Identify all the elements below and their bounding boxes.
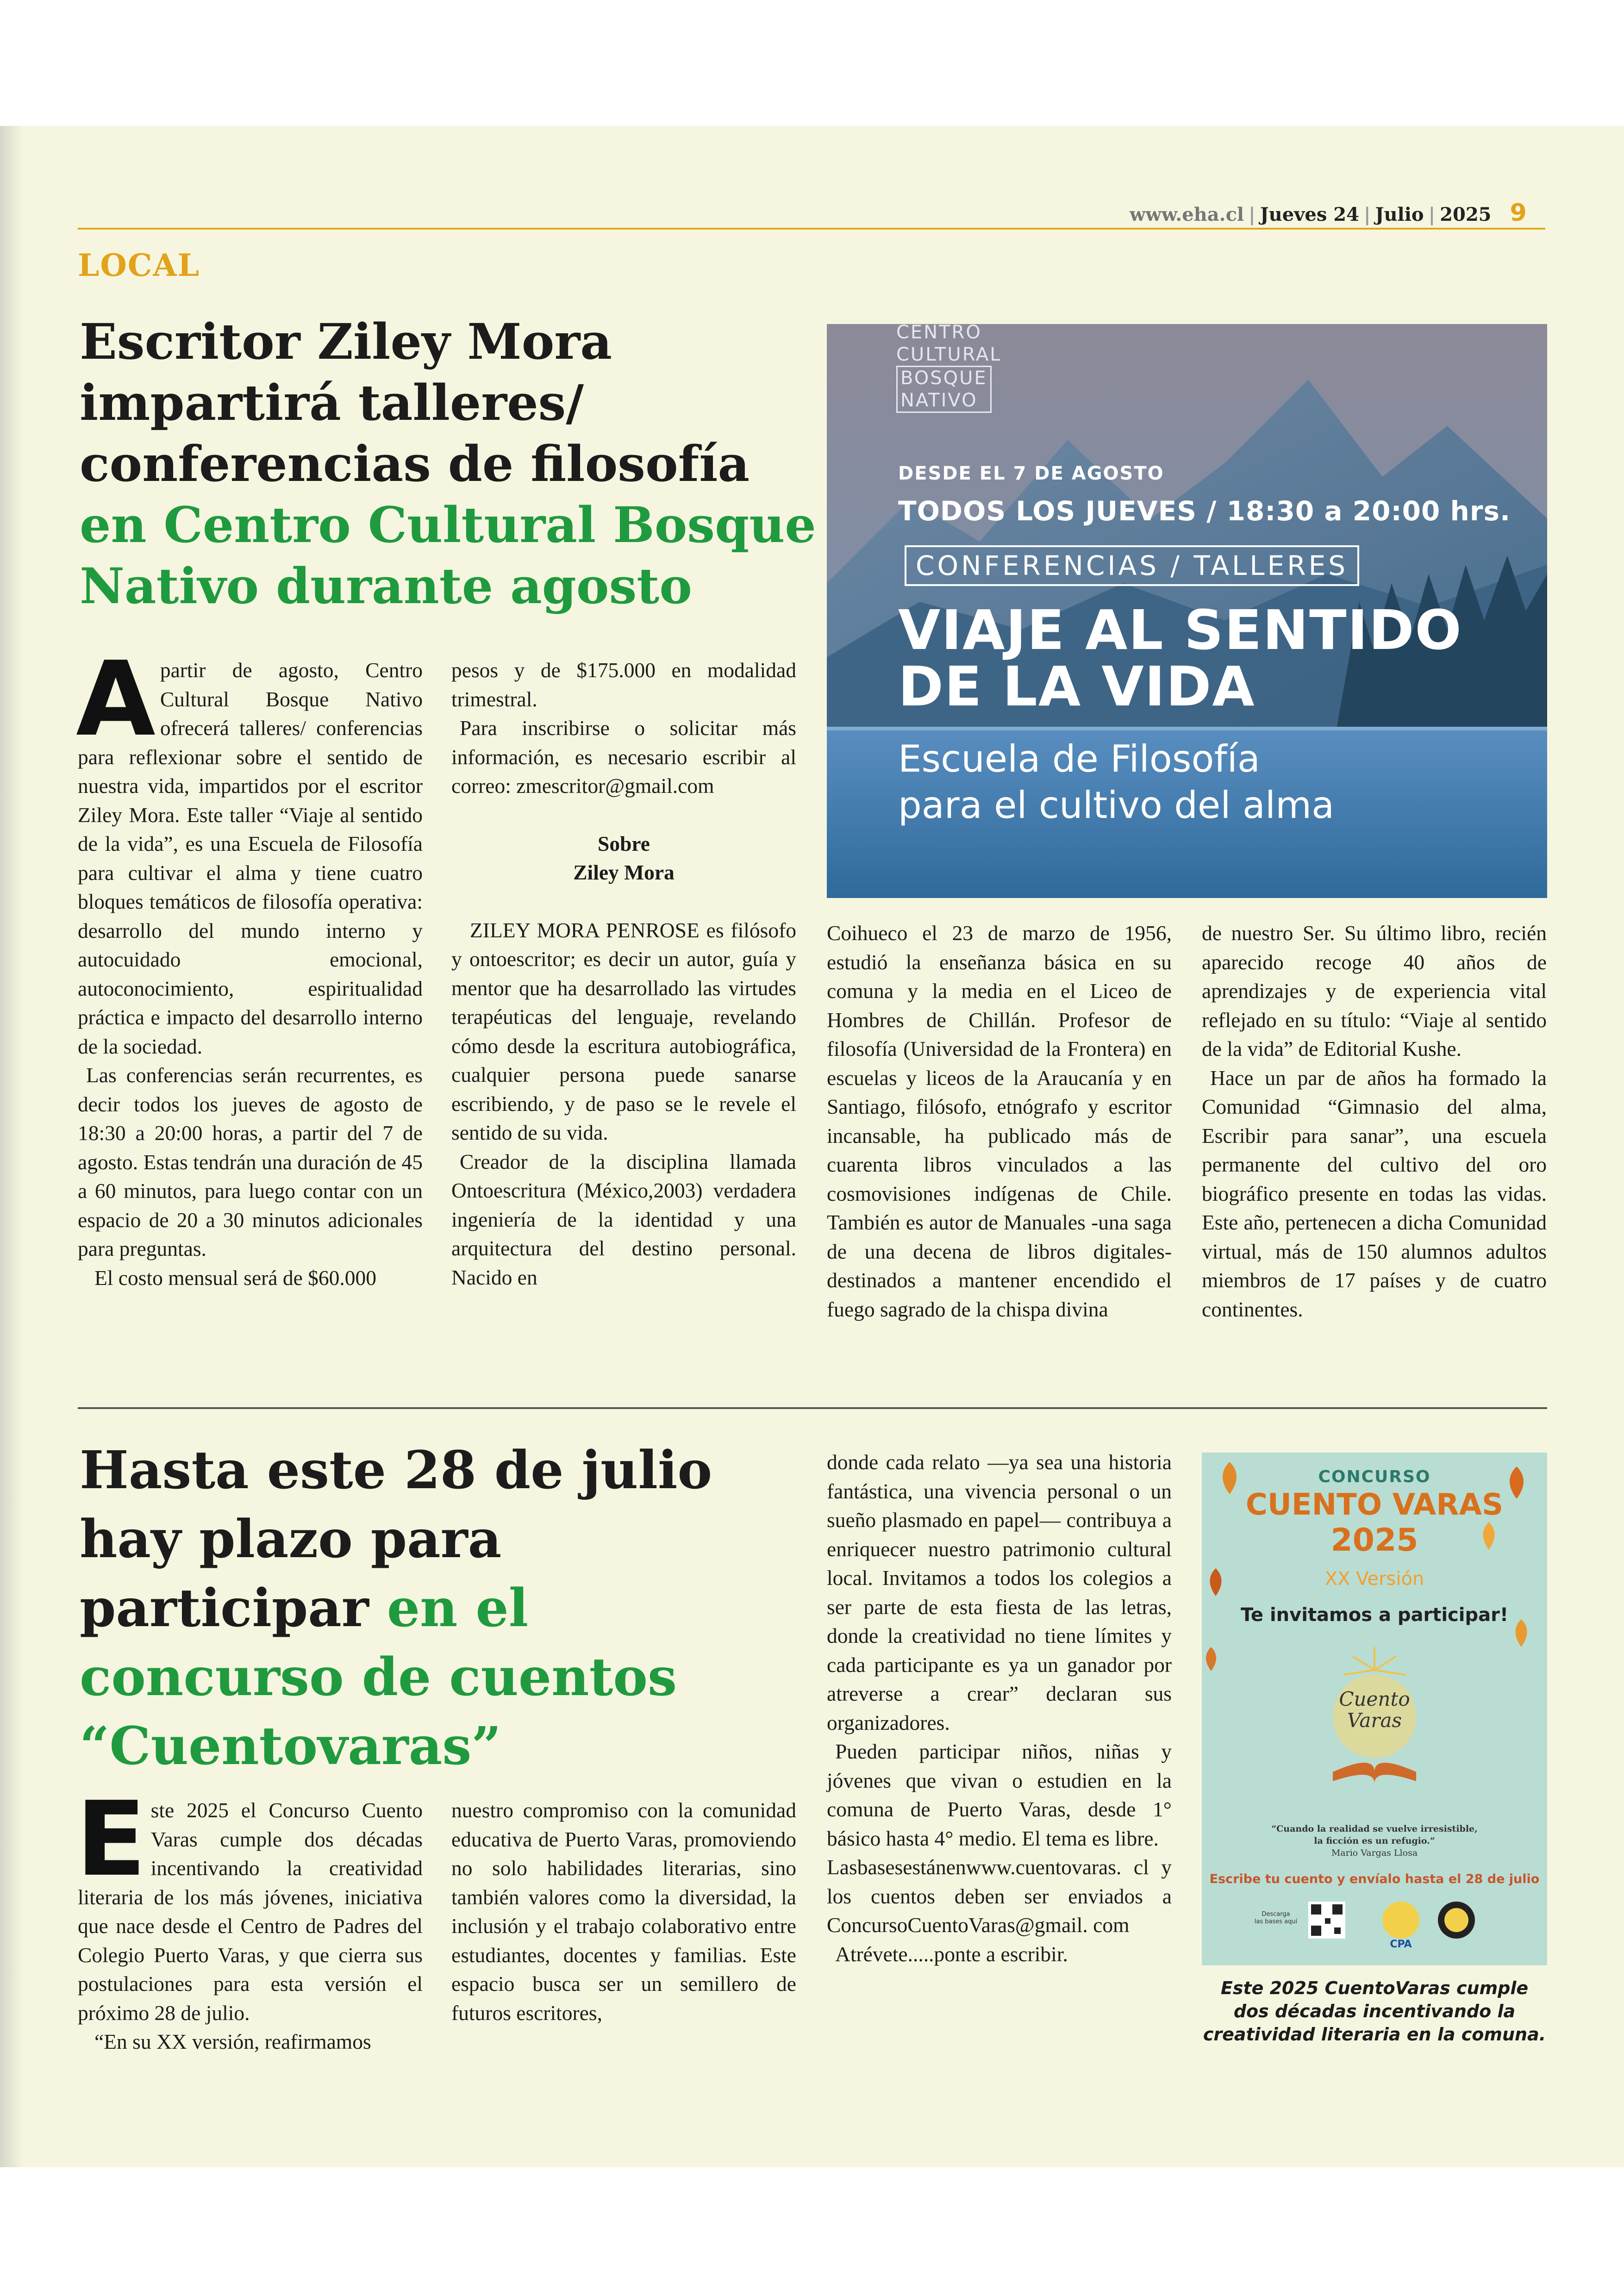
header-rule bbox=[78, 228, 1545, 230]
drop-cap: A bbox=[76, 640, 156, 759]
section-label: LOCAL bbox=[78, 247, 200, 283]
poster2-title: CUENTO VARAS bbox=[1245, 1488, 1504, 1522]
poster-subtitle-line: Escuela de Filosofía bbox=[898, 737, 1260, 780]
page-edge-shadow bbox=[0, 126, 23, 2167]
poster-badge: CONFERENCIAS / TALLERES bbox=[905, 545, 1359, 586]
poster-subtitle bbox=[898, 736, 1334, 829]
article-divider bbox=[78, 1407, 1547, 1409]
article2-headline-green: en el concurso de cuentos “Cuentovaras” bbox=[80, 1578, 677, 1777]
paragraph: Las conferencias serán recurrentes, es decir todos los jueves de agosto de 18:30 a 20:00 horas, a partir del 7 de agosto. Estas tendrán una duración de 45 a 60 minutos, para luego contar con un espacio de 20 a 30 minutos adicionales para preguntas. bbox=[78, 1063, 423, 1260]
paragraph: partir de agosto, Centro Cultural Bosque Nativo ofrecerá talleres/ conferencias para reflexionar sobre el sentido de nuestra vida, impartidos por el escritor Ziley Mora. Este taller “Viaje al sentido de la vida”, es una Escuela de Filosofía para cultivar el alma y tiene cuatro bloques temáticos de filosofía operativa: desarrollo del mundo interno y autocuidado emocional, autoconocimiento, espiritualidad práctica e impacto del desarrollo interno de la sociedad. bbox=[78, 658, 423, 1058]
article1-column-2 bbox=[451, 656, 796, 1292]
paragraph: ZILEY MORA PENROSE es filósofo y ontoescritor; es decir un autor, guía y mentor que ha desarrollado las virtudes terapéuticas del lenguaje, revelando cómo desde la escritura autobiográfica, cualquier persona puede sanarse escribiendo, y de paso se le revele el sentido de su vida. bbox=[451, 918, 796, 1144]
article1-headline-dark: Escritor Ziley Mora impartirá talleres/ conferencias de filosofía bbox=[80, 312, 750, 493]
page-number: 9 bbox=[1510, 199, 1527, 227]
article2-column-1 bbox=[76, 1780, 423, 2057]
article1-headline-green: en Centro Cultural Bosque Nativo durante agosto bbox=[80, 496, 816, 615]
poster2-cpa: CPA bbox=[1390, 1939, 1412, 1950]
paragraph: Para inscribirse o solicitar más información, es necesario escribir al correo: zmescritor@gmail.com bbox=[451, 716, 796, 798]
paragraph: “En su XX versión, reafirmamos bbox=[94, 2030, 371, 2053]
paragraph: nuestro compromiso con la comunidad educativa de Puerto Varas, promoviendo no solo habilidades literarias, sino también valores como la diversidad, la inclusión y el trabajo colaborativo entre estudiantes, docentes y familias. Este espacio busca ser un semillero de futuros escritores, bbox=[451, 1798, 796, 2025]
header-year: 2025 bbox=[1440, 204, 1492, 225]
article1-headline bbox=[80, 311, 820, 617]
poster-title-line: DE LA VIDA bbox=[898, 655, 1255, 718]
header-url[interactable]: www.eha.cl bbox=[1130, 204, 1244, 225]
poster2-logo: Cuento Varas bbox=[1339, 1688, 1410, 1732]
poster-logo-line: NATIVO bbox=[900, 390, 978, 411]
poster2-version: XX Versión bbox=[1324, 1568, 1424, 1590]
poster-logo-line: CULTURAL bbox=[896, 344, 1002, 365]
header-day: Jueves 24 bbox=[1260, 204, 1359, 225]
paragraph: Hace un par de años ha formado la Comunidad “Gimnasio del alma, Escribir para sanar”, una escuela permanente del cultivo del oro biográfico presente en todas las vidas. Este año, pertenecen a dicha Comunidad virtual, más de 150 alumnos adultos miembros de 17 países y de cuatro continentes. bbox=[1202, 1066, 1547, 1321]
poster2-year: 2025 bbox=[1330, 1522, 1418, 1559]
poster-logo-line: CENTRO bbox=[896, 324, 982, 343]
poster-schedule: TODOS LOS JUEVES / 18:30 a 20:00 hrs. bbox=[898, 495, 1511, 527]
qr-code-icon bbox=[1308, 1902, 1345, 1939]
article2-headline-dark: Hasta este 28 de julio hay plazo para participar bbox=[80, 1440, 712, 1639]
subhead: Sobre bbox=[598, 831, 650, 855]
subhead: Ziley Mora bbox=[573, 861, 675, 884]
paragraph: Coihueco el 23 de marzo de 1956, estudió la enseñanza básica en su comuna y la media en el Liceo de Hombres de Chillán. Profesor de filosofía (Universidad de la Frontera) en escuelas y liceos de la Araucanía y en Santiago, filósofo, etnógrafo y escritor incansable, ha publicado más de cuarenta libros vinculados a las cosmovisiones indígenas de Chile. También es autor de Manuales -una saga de una decena de libros digitales- destinados a mantener encendido el fuego sagrado de la chispa divina bbox=[827, 921, 1172, 1321]
photo-caption: Este 2025 CuentoVaras cumple dos décadas incentivando la creatividad literaria en la comuna. bbox=[1203, 1978, 1546, 2045]
poster2-cta: Escribe tu cuento y envíalo hasta el 28 de julio bbox=[1209, 1872, 1540, 1886]
paragraph: pesos y de $175.000 en modalidad trimestral. bbox=[451, 658, 796, 711]
article1-column-3 bbox=[827, 919, 1172, 1324]
paragraph: Atrévete.....ponte a escribir. bbox=[835, 1942, 1068, 1966]
poster-logo-line: BOSQUE bbox=[900, 368, 987, 389]
poster-since: DESDE EL 7 DE AGOSTO bbox=[898, 463, 1164, 484]
poster-title-line: VIAJE AL SENTIDO bbox=[898, 598, 1462, 662]
event-poster bbox=[827, 324, 1547, 898]
poster2-kicker: CONCURSO bbox=[1318, 1467, 1431, 1486]
page-header: www.eha.cl | Jueves 24 | Julio | 2025 9 bbox=[1130, 199, 1527, 227]
paragraph: de nuestro Ser. Su último libro, recién aparecido recoge 40 años de aprendizajes y de experiencia vital reflejado en su título: “Viaje al sentido de la vida” de Editorial Kushe. bbox=[1202, 921, 1547, 1060]
article1-column-1 bbox=[76, 640, 423, 1292]
article1-column-4 bbox=[1202, 919, 1547, 1324]
paragraph: donde cada relato —ya sea una historia fantástica, una vivencia personal o un sueño plasmado en papel— contribuya a enriquecer nuestro patrimonio cultural local. Invitamos a todos los colegios a ser parte de esta fiesta de las letras, donde la creatividad no tiene límites y cada participante es ya un ganador por atreverse a crear” declaran sus organizadores. bbox=[827, 1450, 1172, 1734]
poster-logo bbox=[896, 324, 1002, 413]
paragraph: Creador de la disciplina llamada Ontoescritura (México,2003) verdadera ingeniería de la identidad y una arquitectura del destino personal. Nacido en bbox=[451, 1149, 796, 1289]
poster2-quote: “Cuando la realidad se vuelve irresistible, la ficción es un refugio.” Mario Vargas Llosa bbox=[1271, 1824, 1478, 1858]
contest-poster bbox=[1202, 1453, 1547, 1965]
poster2-qr-label: Descarga las bases aquí bbox=[1254, 1911, 1298, 1925]
paragraph: El costo mensual será de $60.000 bbox=[94, 1266, 377, 1290]
poster-title bbox=[898, 598, 1462, 718]
drop-cap: E bbox=[76, 1780, 146, 1899]
article2-column-2 bbox=[451, 1796, 796, 2027]
poster2-invite: Te invitamos a participar! bbox=[1240, 1604, 1509, 1626]
paragraph: ste 2025 el Concurso Cuento Varas cumple dos décadas incentivando la creatividad literaria de los más jóvenes, iniciativa que nace desde el Centro de Padres del Colegio Puerto Varas, y que cierra sus postulaciones para esta versión el próximo 28 de julio. bbox=[78, 1798, 423, 2025]
header-month: Julio bbox=[1375, 204, 1424, 225]
cpa-logo bbox=[1382, 1902, 1419, 1939]
newspaper-page bbox=[0, 126, 1624, 2167]
article2-column-3 bbox=[827, 1448, 1172, 1969]
paragraph: Pueden participar niños, niñas y jóvenes que vivan o estudien en la comuna de Puerto Varas, desde 1° básico hasta 4° medio. El tema es libre. bbox=[827, 1740, 1172, 1850]
poster-subtitle-line: para el cultivo del alma bbox=[898, 784, 1335, 827]
paragraph: Lasbasesestánenwww.cuentovaras. cl y los cuentos deben ser enviados a ConcursoCuentoVaras@gmail. com bbox=[827, 1855, 1172, 1937]
article2-headline bbox=[80, 1436, 802, 1781]
